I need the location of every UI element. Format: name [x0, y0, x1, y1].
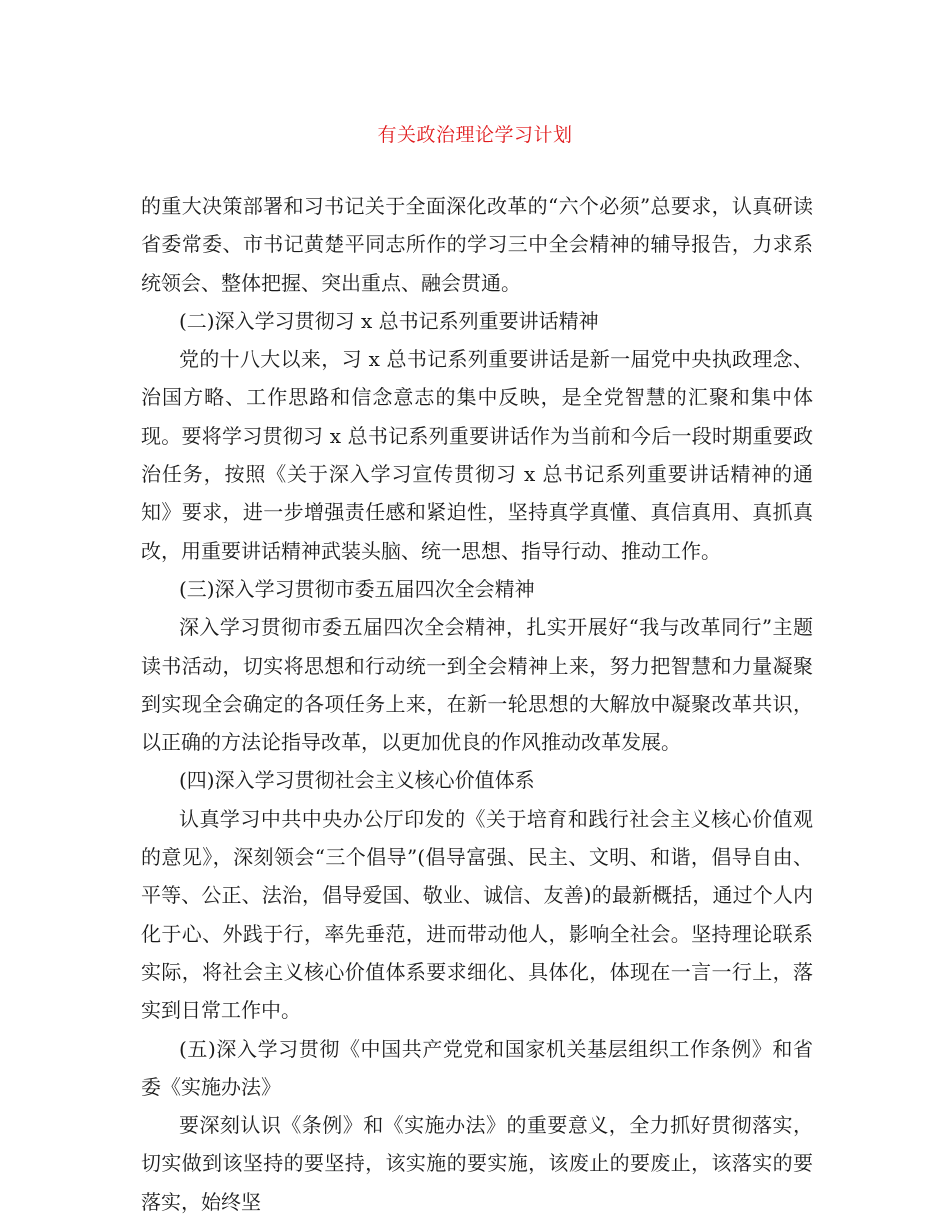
- section-heading-5: (五)深入学习贯彻《中国共产党党和国家机关基层组织工作条例》和省委《实施办法》: [141, 1036, 813, 1099]
- paragraph-continuation: 的重大决策部署和习书记关于全面深化改革的“六个必须”总要求，认真研读省委常委、市书记黄楚平同志所作的学习三中全会精神的辅导报告，力求系统领会、整体把握、突出重点、融会贯通。: [141, 194, 813, 295]
- document-body: [141, 187, 813, 1221]
- section-heading-2: (二)深入学习贯彻习 x 总书记系列重要讲话精神: [179, 308, 599, 333]
- paragraph: 深入学习贯彻市委五届四次全会精神，扎实开展好“我与改革同行”主题读书活动，切实将思想和行动统一到全会精神上来，努力把智慧和力量凝聚到实现全会确定的各项任务上来，在新一轮思想的大解放中凝聚改革共识，以正确的方法论指导改革，以更加优良的作风推动改革发展。: [141, 615, 813, 755]
- paragraph: 认真学习中共中央办公厅印发的《关于培育和践行社会主义核心价值观的意见》，深刻领会“三个倡导”(倡导富强、民主、文明、和谐，倡导自由、平等、公正、法治，倡导爱国、敬业、诚信、友善)的最新概括，通过个人内化于心、外践于行，率先垂范，进而带动他人，影响全社会。坚持理论联系实际，将社会主义核心价值体系要求细化、具体化，体现在一言一行上，落实到日常工作中。: [141, 806, 813, 1023]
- paragraph: 党的十八大以来，习 x 总书记系列重要讲话是新一届党中央执政理念、治国方略、工作思路和信念意志的集中反映，是全党智慧的汇聚和集中体现。要将学习贯彻习 x 总书记系列重要讲话作为当前和今后一段时期重要政治任务，按照《关于深入学习宣传贯彻习 x 总书记系列重要讲话精神的通知》要求，进一步增强责任感和紧迫性，坚持真学真懂、真信真用、真抓真改，用重要讲话精神武装头脑、统一思想、指导行动、推动工作。: [141, 347, 813, 563]
- paragraph: 要深刻认识《条例》和《实施办法》的重要意义，全力抓好贯彻落实，切实做到该坚持的要坚持，该实施的要实施，该废止的要废止，该落实的要落实，始终坚: [141, 1113, 813, 1214]
- page-title: 有关政治理论学习计划: [377, 124, 573, 146]
- section-heading-4: (四)深入学习贯彻社会主义核心价值体系: [179, 768, 535, 793]
- section-heading-3: (三)深入学习贯彻市委五届四次全会精神: [179, 576, 535, 601]
